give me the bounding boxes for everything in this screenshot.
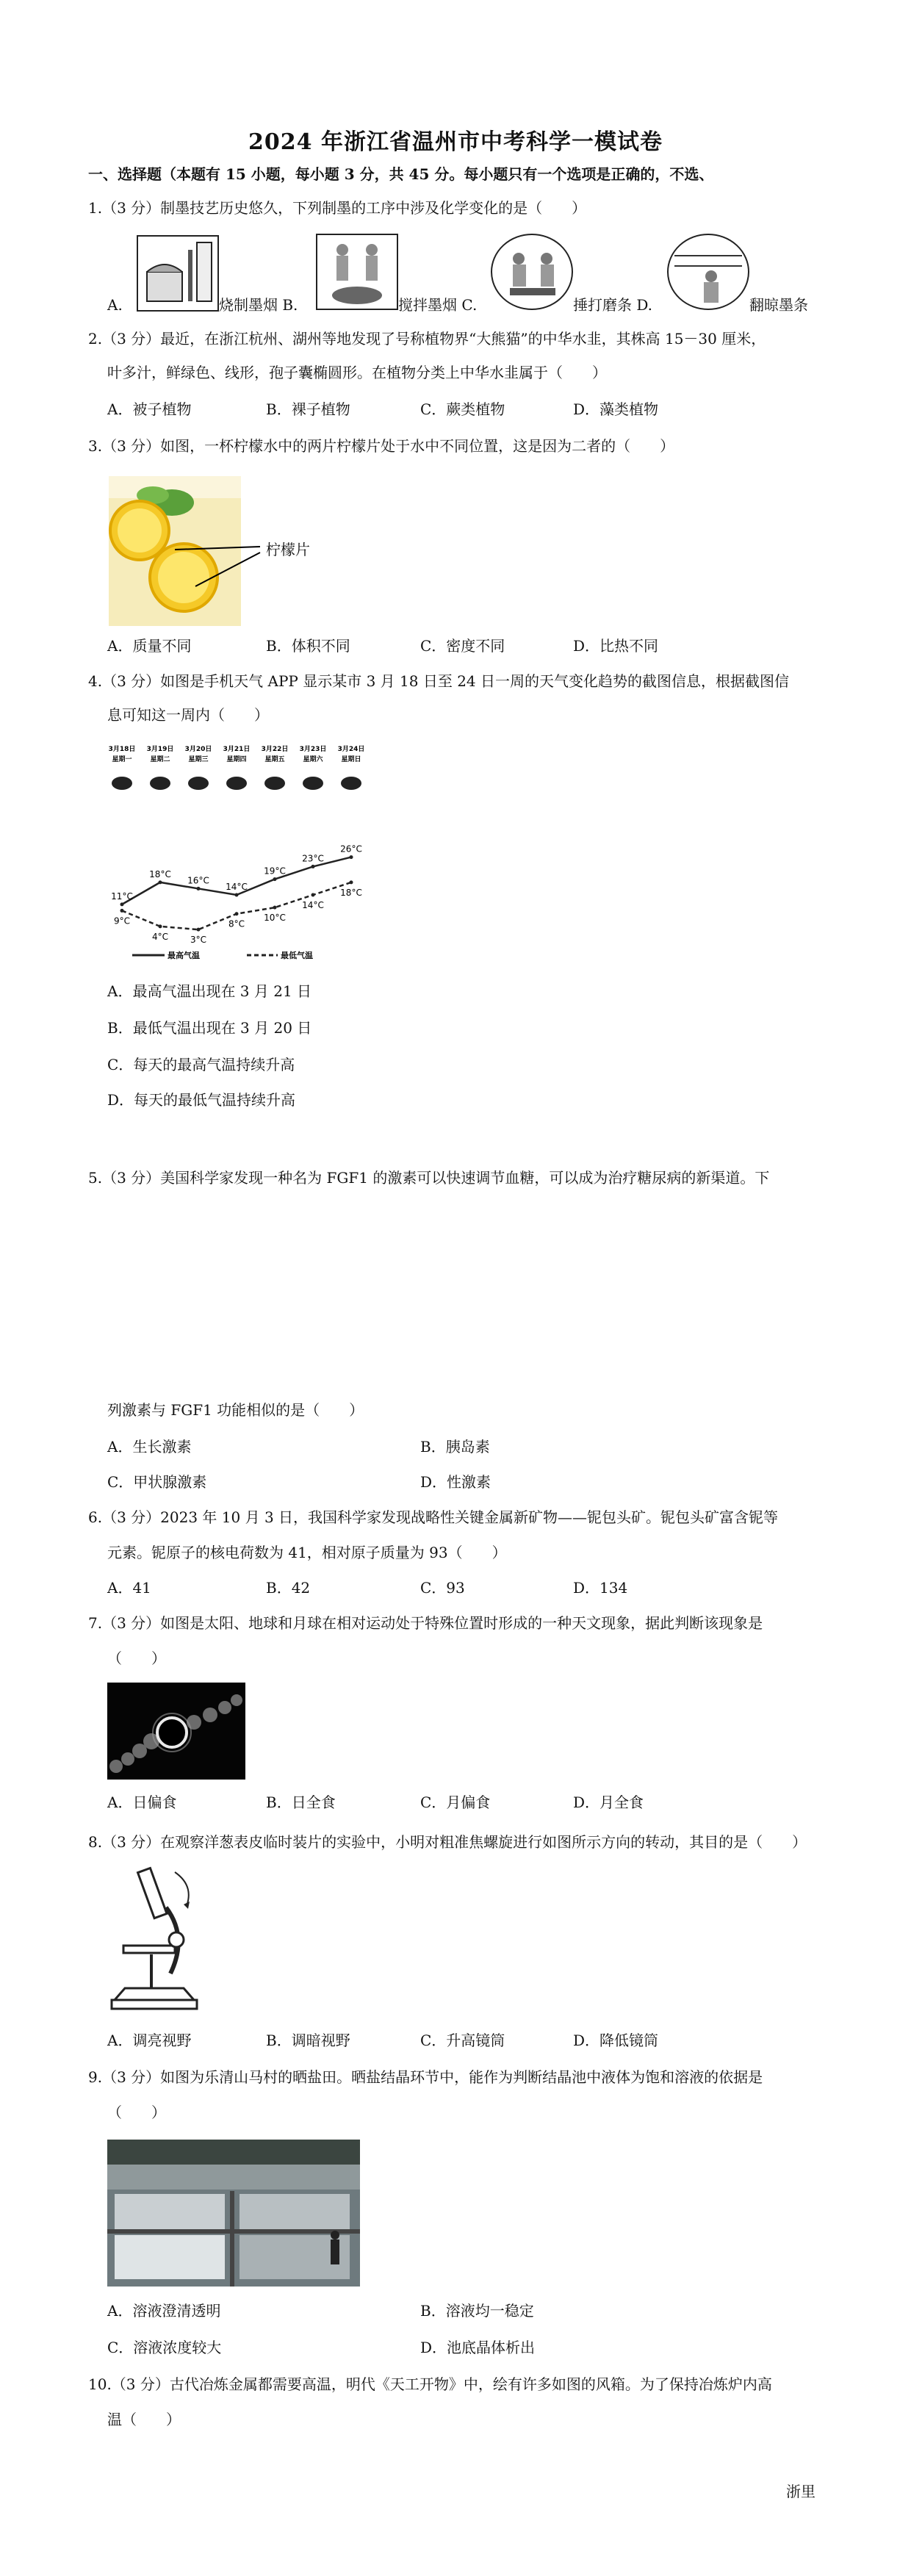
q7-option-a: A．日偏食 <box>107 1794 177 1811</box>
q6-stem-line1: 6.（3 分）2023 年 10 月 3 日，我国科学家发现战略性关键金属新矿物——铌包头矿。铌包头矿富含铌等 <box>88 1508 779 1526</box>
q6-option-c: C．93 <box>420 1579 465 1597</box>
q8-microscope-figure <box>107 1863 203 2016</box>
q8-option-b: B．调暗视野 <box>266 2032 350 2049</box>
q6-option-d: D．134 <box>573 1579 628 1597</box>
q1-image-a <box>137 235 219 312</box>
min-temp-label: 4°C <box>151 931 169 942</box>
min-temp-label: 14°C <box>302 900 324 910</box>
q1-option-c: 搅拌墨烟 C. <box>398 296 478 314</box>
date-label: 3月20日 <box>184 746 212 753</box>
weather-icon <box>303 777 323 790</box>
q9-option-b: B．溶液均一稳定 <box>420 2302 534 2320</box>
max-temp-label: 14°C <box>226 882 248 892</box>
max-temp-point <box>273 877 277 881</box>
max-temp-label: 26°C <box>340 843 362 855</box>
weekday-label: 星期六 <box>303 756 323 763</box>
legend-min-label: 最低气温 <box>281 951 313 960</box>
min-temp-label: 18°C <box>340 887 362 898</box>
weather-icon <box>226 777 247 790</box>
q1-image-c <box>491 234 573 310</box>
q7-option-d: D．月全食 <box>573 1794 644 1811</box>
q3-option-c: C．密度不同 <box>420 637 505 655</box>
section-heading: 一、选择题（本题有 15 小题，每小题 3 分，共 45 分。每小题只有一个选项是正确的，不选、 <box>88 165 714 183</box>
q5-option-b: B．胰岛素 <box>420 1438 490 1456</box>
min-temp-label: 3°C <box>190 935 207 946</box>
min-temp-point <box>120 909 124 913</box>
max-temp-line <box>122 857 351 904</box>
date-label: 3月23日 <box>299 746 327 753</box>
q5-option-a: A．生长激素 <box>107 1438 192 1456</box>
q6-option-b: B．42 <box>266 1579 311 1597</box>
weather-icon <box>264 777 285 790</box>
max-temp-point <box>235 893 239 897</box>
q9-salt-field-photo <box>107 2140 360 2287</box>
weekday-label: 星期一 <box>112 756 132 763</box>
q3-figure-label: 柠檬片 <box>266 541 310 558</box>
kiln-illustration-icon <box>137 235 219 312</box>
max-temp-label: 18°C <box>149 868 171 879</box>
q6-stem-line2: 元素。铌原子的核电荷数为 41，相对原子质量为 93（ ） <box>107 1544 507 1561</box>
min-temp-point <box>159 924 162 928</box>
q6-option-a: A．41 <box>107 1579 151 1597</box>
min-temp-point <box>350 880 353 884</box>
date-label: 3月22日 <box>261 746 289 753</box>
max-temp-label: 23°C <box>302 853 324 864</box>
weekday-label: 星期四 <box>226 756 247 763</box>
min-temp-point <box>197 928 201 932</box>
max-temp-point <box>120 902 124 906</box>
q7-eclipse-figure <box>107 1683 245 1780</box>
q3-lemon-figure <box>109 476 336 626</box>
page-footer: 浙里 <box>786 2483 815 2500</box>
q7-option-b: B．日全食 <box>266 1794 336 1811</box>
min-temp-label: 8°C <box>228 918 245 929</box>
q1-image-d <box>667 234 749 310</box>
salt-field-icon <box>107 2140 360 2287</box>
q2-option-d: D．藻类植物 <box>573 400 659 418</box>
weather-icon <box>150 777 170 790</box>
weather-icon <box>188 777 209 790</box>
min-temp-point <box>273 906 277 910</box>
q2-stem-line1: 2.（3 分）最近，在浙江杭州、湖州等地发现了号称植物界“大熊猫”的中华水韭，其株高 15－30 厘米， <box>88 330 766 348</box>
q1-option-a: A. <box>107 296 123 314</box>
max-temp-label: 11°C <box>111 891 133 902</box>
q8-option-a: A．调亮视野 <box>107 2032 192 2049</box>
weekday-label: 星期二 <box>150 756 170 763</box>
hammering-illustration-icon <box>491 234 573 310</box>
q1-image-b <box>316 234 398 310</box>
max-temp-point <box>197 887 201 891</box>
q2-option-c: C．蕨类植物 <box>420 400 505 418</box>
q10-stem-line2: 温（ ） <box>107 2411 181 2428</box>
q4-stem-line1: 4.（3 分）如图是手机天气 APP 显示某市 3 月 18 日至 24 日一周的天气变化趋势的截图信息，根据截图信 <box>88 672 790 690</box>
q9-stem-line2: （ ） <box>107 2104 166 2121</box>
drying-illustration-icon <box>667 234 749 310</box>
date-label: 3月24日 <box>337 746 365 753</box>
date-label: 3月19日 <box>146 746 174 753</box>
q8-option-c: C．升高镜筒 <box>420 2032 505 2049</box>
max-temp-point <box>159 880 162 884</box>
q1-stem: 1.（3 分）制墨技艺历史悠久，下列制墨的工序中涉及化学变化的是（ ） <box>88 199 587 217</box>
q2-option-a: A．被子植物 <box>107 400 192 418</box>
q7-stem-line2: （ ） <box>107 1649 166 1667</box>
max-temp-point <box>350 855 353 859</box>
q1-option-d-label: 翻晾墨条 <box>749 296 808 314</box>
weekday-label: 星期三 <box>188 756 209 763</box>
max-temp-point <box>312 865 315 868</box>
q3-option-b: B．体积不同 <box>266 637 350 655</box>
q3-option-a: A．质量不同 <box>107 637 192 655</box>
q4-option-c: C．每天的最高气温持续升高 <box>107 1056 295 1073</box>
q4-option-b: B．最低气温出现在 3 月 20 日 <box>107 1019 312 1037</box>
q9-option-c: C．溶液浓度较大 <box>107 2339 222 2356</box>
weekday-label: 星期日 <box>341 756 361 763</box>
q3-stem: 3.（3 分）如图，一杯柠檬水中的两片柠檬片处于水中不同位置，这是因为二者的（ ） <box>88 437 675 455</box>
max-temp-label: 16°C <box>187 875 209 886</box>
eclipse-sequence-icon <box>107 1683 245 1780</box>
q5-option-d: D．性激素 <box>420 1473 491 1491</box>
legend-max-label: 最高气温 <box>168 951 200 960</box>
q5-stem-line2: 列激素与 FGF1 功能相似的是（ ） <box>107 1401 364 1419</box>
q9-stem-line1: 9.（3 分）如图为乐清山马村的晒盐田。晒盐结晶环节中，能作为判断结晶池中液体为饱和溶液的依据是 <box>88 2068 763 2086</box>
date-label: 3月21日 <box>223 746 251 753</box>
q7-option-c: C．月偏食 <box>420 1794 491 1811</box>
q4-weather-chart <box>103 741 397 961</box>
min-temp-point <box>312 893 315 897</box>
weather-chart-svg <box>103 741 397 961</box>
min-temp-label: 10°C <box>264 913 286 924</box>
q2-option-b: B．裸子植物 <box>266 400 350 418</box>
q4-option-d: D．每天的最低气温持续升高 <box>107 1091 296 1109</box>
q1-option-d: 捶打磨条 D. <box>573 296 653 314</box>
q9-option-a: A．溶液澄清透明 <box>107 2302 221 2320</box>
weather-icon <box>112 777 132 790</box>
max-temp-label: 19°C <box>264 866 286 877</box>
q8-stem: 8.（3 分）在观察洋葱表皮临时装片的实验中，小明对粗准焦螺旋进行如图所示方向的转动，其目的是（ ） <box>88 1833 807 1851</box>
page-title: 2024 年浙江省温州市中考科学一模试卷 <box>248 129 663 155</box>
date-label: 3月18日 <box>108 746 136 753</box>
microscope-icon <box>107 1863 203 2016</box>
q8-option-d: D．降低镜筒 <box>573 2032 659 2049</box>
min-temp-point <box>235 912 239 915</box>
weekday-label: 星期五 <box>264 756 285 763</box>
q1-option-b: 烧制墨烟 B. <box>219 296 298 314</box>
q2-stem-line2: 叶多汁，鲜绿色、线形，孢子囊椭圆形。在植物分类上中华水韭属于（ ） <box>107 364 607 381</box>
q7-stem-line1: 7.（3 分）如图是太阳、地球和月球在相对运动处于特殊位置时形成的一种天文现象，据此判断该现象是 <box>88 1614 763 1632</box>
q5-stem-line1: 5.（3 分）美国科学家发现一种名为 FGF1 的激素可以快速调节血糖，可以成为治疗糖尿病的新渠道。下 <box>88 1169 770 1187</box>
q9-option-d: D．池底晶体析出 <box>420 2339 536 2356</box>
weather-icon <box>341 777 361 790</box>
q4-stem-line2: 息可知这一周内（ ） <box>107 706 269 724</box>
q10-stem-line1: 10.（3 分）古代冶炼金属都需要高温，明代《天工开物》中，绘有许多如图的风箱。为了保持冶炼炉内高 <box>88 2375 772 2393</box>
min-temp-label: 9°C <box>113 915 131 927</box>
q4-option-a: A．最高气温出现在 3 月 21 日 <box>107 982 312 1000</box>
q3-option-d: D．比热不同 <box>573 637 659 655</box>
stirring-illustration-icon <box>316 234 398 310</box>
q5-option-c: C．甲状腺激素 <box>107 1473 207 1491</box>
